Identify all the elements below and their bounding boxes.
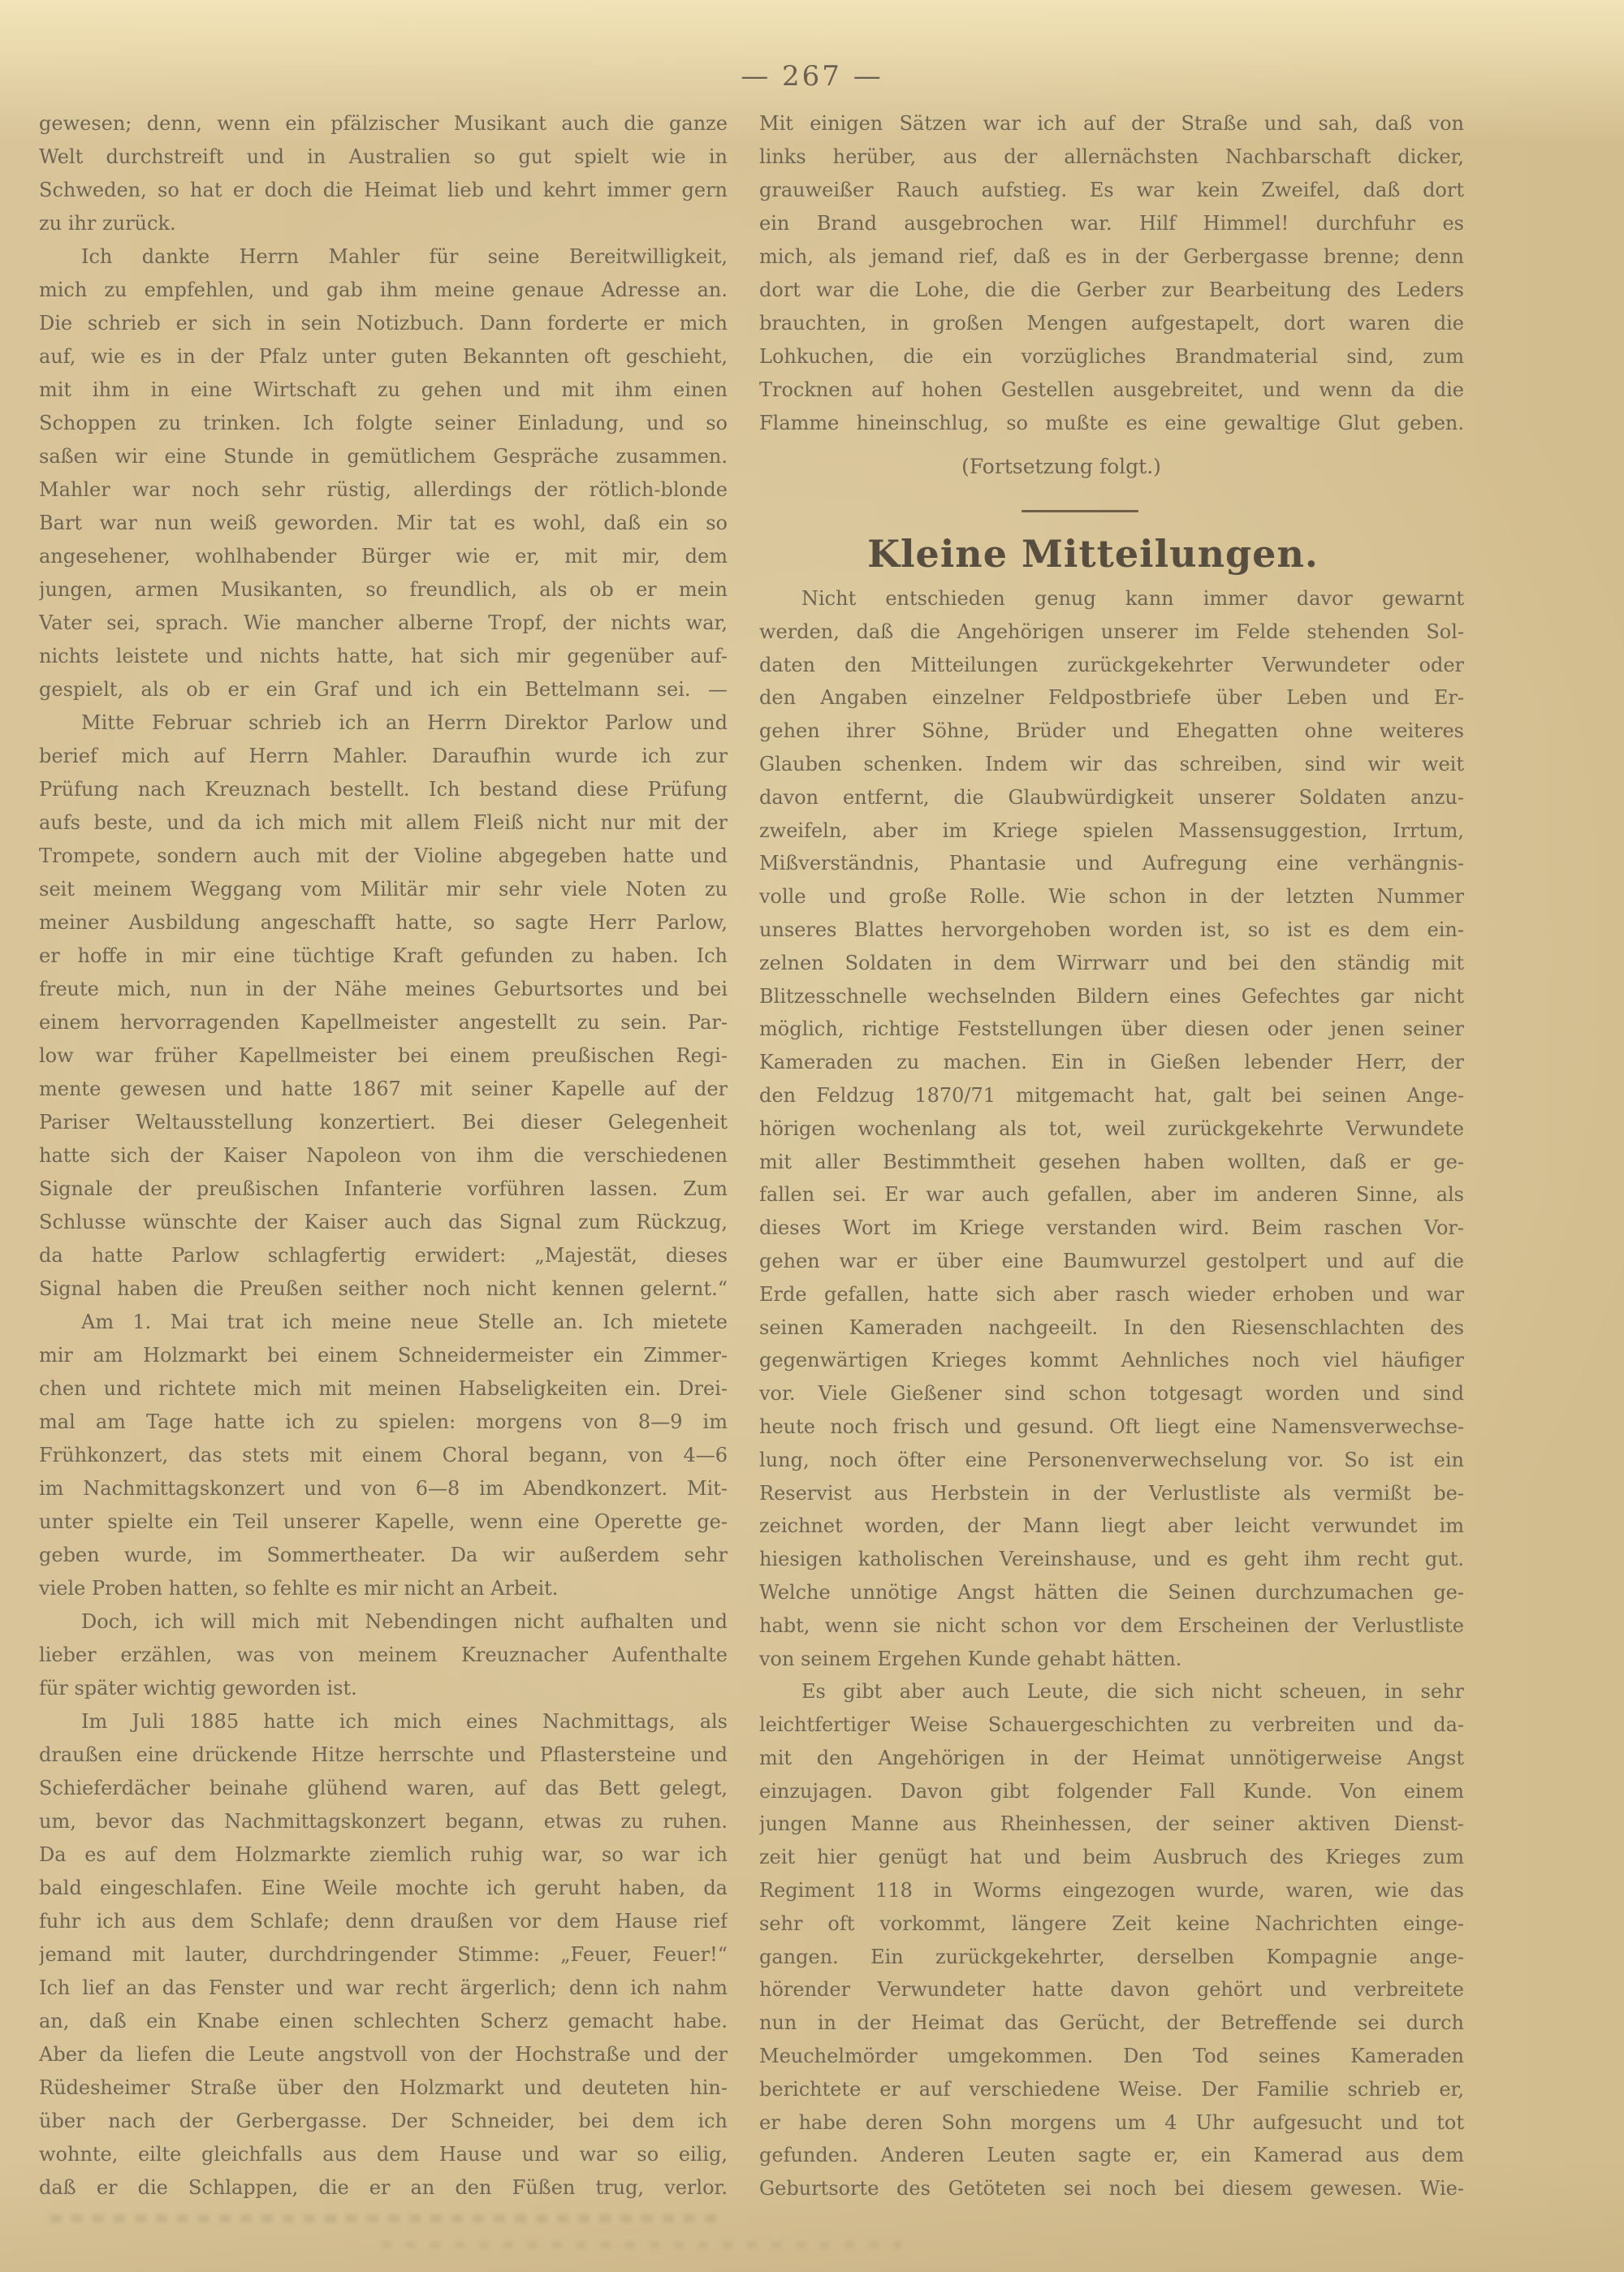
text-line: Nicht entschieden genug kann immer davor gewarnt [801,587,1464,610]
text-line: low war früher Kapellmeister bei einem preußischen Regi- [39,1044,728,1067]
text-line: Signal haben die Preußen seither noch nicht kennen gelernt.“ [39,1277,728,1300]
text-line: Geburtsorte des Getöteten sei noch bei diesem gewesen. Wie- [759,2177,1464,2201]
text-line: nun in der Heimat das Gerücht, der Betreffende sei durch [759,2011,1464,2035]
text-line: wohnte, eilte gleichfalls aus dem Hause und war so eilig, [39,2143,728,2166]
text-line: draußen eine drückende Hitze herrschte und Pflastersteine und [39,1743,728,1766]
text-line: daß er die Schlappen, die er an den Füßen trug, verlor. [39,2176,728,2199]
text-line: grauweißer Rauch aufstieg. Es war kein Zweifel, daß dort [759,179,1464,201]
text-line: nichts leistete und nichts hatte, hat sich mir gegenüber auf- [39,645,728,667]
text-line: Flamme hineinschlug, so mußte es eine gewaltige Glut geben. [759,412,1464,434]
text-line: Da es auf dem Holzmarkte ziemlich ruhig war, so war ich [39,1843,728,1866]
text-line: Kameraden zu machen. Ein in Gießen lebender Herr, der [759,1051,1464,1074]
text-line: volle und große Rolle. Wie schon in der letzten Nummer [759,885,1464,909]
text-line: Mahler war noch sehr rüstig, allerdings der rötlich-blonde [39,478,728,501]
reverse-side-showthrough [50,2214,724,2222]
text-line: Glauben schenken. Indem wir das schreiben, sind wir weit [759,752,1464,775]
text-line: zeit hier genügt hat und beim Ausbruch des Krieges zum [759,1846,1464,1869]
text-line: Vater sei, sprach. Wie mancher alberne Tropf, der nichts war, [39,611,728,634]
text-line: mente gewesen und hatte 1867 mit seiner Kapelle auf der [39,1078,728,1100]
text-line: Frühkonzert, das stets mit einem Choral begann, von 4—6 [39,1444,728,1466]
text-line: Schweden, so hat er doch die Heimat lieb und kehrt immer gern [39,179,728,201]
text-line: hiesigen katholischen Vereinshause, und es geht ihm recht gut. [759,1548,1464,1571]
text-line: um, bevor das Nachmittagskonzert begann, etwas zu ruhen. [39,1810,728,1833]
text-line: links herüber, aus der allernächsten Nachbarschaft dicker, [759,145,1464,168]
text-line: unter spielte ein Teil unserer Kapelle, wenn eine Operette ge- [39,1510,728,1533]
text-line: bald eingeschlafen. Eine Weile mochte ich geruht haben, da [39,1877,728,1899]
text-line: gehen ihrer Söhne, Brüder und Ehegatten ohne weiteres [759,719,1464,743]
right-column [759,107,1464,2205]
text-line: Doch, ich will mich mit Nebendingen nicht aufhalten und [81,1610,728,1633]
section-divider [1021,510,1138,512]
text-line: einzujagen. Davon gibt folgender Fall Kunde. Von einem [759,1779,1464,1803]
text-line: er hoffe in mir eine tüchtige Kraft gefunden zu haben. Ich [39,944,728,967]
text-line: Trocknen auf hohen Gestellen ausgebreitet, und wenn da die [759,378,1464,401]
section-text [759,582,1464,2205]
text-line: mit den Angehörigen in der Heimat unnötigerweise Angst [759,1746,1464,1769]
text-line: daten den Mitteilungen zurückgekehrter Verwundeter oder [759,653,1464,676]
text-line: auf, wie es in der Pfalz unter guten Bekannten oft geschieht, [39,345,728,368]
text-line: von seinem Ergehen Kunde gehabt hätten. [759,1647,1182,1670]
text-line: Bart war nun weiß geworden. Mir tat es wohl, daß ein so [39,512,728,534]
text-line: hörender Verwundeter hatte davon gehört und verbreitete [759,1978,1464,2002]
text-line: mit ihm in eine Wirtschaft zu gehen und mit ihm einen [39,378,728,401]
text-line: davon entfernt, die Glaubwürdigkeit unserer Soldaten anzu- [759,785,1464,809]
text-line: fuhr ich aus dem Schlafe; denn draußen vor dem Hause rief [39,1910,728,1933]
text-line: über nach der Gerbergasse. Der Schneider, bei dem ich [39,2110,728,2132]
text-line: gefunden. Anderen Leuten sagte er, ein Kamerad aus dem [759,2144,1464,2167]
text-line: aufs beste, und da ich mich mit allem Fleiß nicht nur mit der [39,811,728,834]
text-line: Mitte Februar schrieb ich an Herrn Direktor Parlow und [81,711,728,734]
story-continuation-text [759,107,1464,440]
text-line: mich zu empfehlen, und gab ihm meine genaue Adresse an. [39,279,728,301]
text-line: zelnen Soldaten in dem Wirrwarr und bei den ständig mit [759,951,1464,974]
page-number: — 267 — [741,60,883,93]
text-line: saßen wir eine Stunde in gemütlichem Gespräche zusammen. [39,445,728,468]
text-line: zeichnet worden, der Mann liegt aber leicht verwundet im [759,1514,1464,1538]
text-line: jungen, armen Musikanten, so freundlich, als ob er mein [39,578,728,601]
continuation-note: (Fortsetzung folgt.) [961,455,1161,478]
text-line: mal am Tage hatte ich zu spielen: morgens von 8—9 im [39,1410,728,1433]
text-line: unseres Blattes hervorgehoben worden ist, so ist es dem ein- [759,918,1464,941]
text-line: mit aller Bestimmtheit gesehen haben wollten, daß er ge- [759,1150,1464,1173]
text-line: für später wichtig geworden ist. [39,1677,357,1700]
text-line: Mit einigen Sätzen war ich auf der Straße und sah, daß von [759,112,1464,135]
text-line: den Angaben einzelner Feldpostbriefe über Leben und Er- [759,686,1464,710]
text-line: Ich lief an das Fenster und war recht ärgerlich; denn ich nahm [39,1976,728,1999]
text-line: zweifeln, aber im Kriege spielen Massensuggestion, Irrtum, [759,819,1464,842]
text-line: Schoppen zu trinken. Ich folgte seiner Einladung, und so [39,412,728,434]
text-line: dieses Wort im Kriege verstanden wird. Beim raschen Vor- [759,1216,1464,1240]
text-line: Signale der preußischen Infanterie vorführen lassen. Zum [39,1177,728,1200]
text-line: Aber da liefen die Leute angstvoll von der Hochstraße und der [39,2043,728,2066]
text-line: Es gibt aber auch Leute, die sich nicht scheuen, in sehr [801,1680,1464,1704]
text-line: Welt durchstreift und in Australien so gut spielt wie in [39,145,728,168]
text-line: Am 1. Mai trat ich meine neue Stelle an. Ich mietete [81,1311,728,1333]
text-line: ein Brand ausgebrochen war. Hilf Himmel! durchfuhr es [759,212,1464,235]
text-line: heute noch frisch und gesund. Oft liegt eine Namensverwechse- [759,1415,1464,1438]
text-line: Prüfung nach Kreuznach bestellt. Ich bestand diese Prüfung [39,778,728,801]
text-line: viele Proben hatten, so fehlte es mir nicht an Arbeit. [39,1577,559,1600]
text-line: den Feldzug 1870/71 mitgemacht hat, galt bei seinen Ange- [759,1083,1464,1107]
text-line: Erde gefallen, hatte sich aber rasch wieder erhoben und war [759,1282,1464,1306]
text-line: Die schrieb er sich in sein Notizbuch. Dann forderte er mich [39,312,728,335]
text-line: Schlusse wünschte der Kaiser auch das Signal zum Rückzug, [39,1211,728,1233]
text-line: gespielt, als ob er ein Graf und ich ein Bettelmann sei. — [39,678,728,701]
text-line: Meuchelmörder umgekommen. Den Tod seines Kameraden [759,2045,1464,2068]
text-line: im Nachmittagskonzert und von 6—8 im Abendkonzert. Mit- [39,1477,728,1500]
text-line: gehen war er über eine Baumwurzel gestolpert und auf die [759,1249,1464,1272]
text-line: Lohkuchen, die ein vorzügliches Brandmaterial sind, zum [759,345,1464,368]
text-line: gangen. Ein zurückgekehrter, derselben Kompagnie ange- [759,1945,1464,1968]
text-line: möglich, richtige Feststellungen über diesen oder jenen seiner [759,1017,1464,1041]
text-line: gewesen; denn, wenn ein pfälzischer Musikant auch die ganze [39,112,728,135]
text-line: berief mich auf Herrn Mahler. Daraufhin wurde ich zur [39,745,728,767]
text-line: dort war die Lohe, die die Gerber zur Bearbeitung des Leders [759,279,1464,301]
text-line: werden, daß die Angehörigen unserer im Felde stehenden Sol- [759,620,1464,643]
section-heading: Kleine Mitteilungen. [867,532,1319,576]
text-line: Rüdesheimer Straße über den Holzmarkt und deuteten hin- [39,2076,728,2099]
text-line: Mißverständnis, Phantasie und Aufregung eine verhängnis- [759,852,1464,875]
text-line: Pariser Weltausstellung konzertiert. Bei dieser Gelegenheit [39,1111,728,1134]
text-line: meiner Ausbildung angeschafft hatte, so sagte Herr Parlow, [39,911,728,934]
text-line: Welche unnötige Angst hätten die Seinen durchzumachen ge- [759,1580,1464,1604]
text-line: chen und richtete mich mit meinen Habseligkeiten ein. Drei- [39,1377,728,1400]
text-line: Ich dankte Herrn Mahler für seine Bereitwilligkeit, [81,245,728,268]
text-line: an, daß ein Knabe einen schlechten Scherz gemacht habe. [39,2010,728,2032]
text-line: berichtete er auf verschiedene Weise. Der Familie schrieb er, [759,2077,1464,2101]
text-line: hatte sich der Kaiser Napoleon von ihm die verschiedenen [39,1144,728,1167]
text-line: Blitzesschnelle wechselnden Bildern eines Gefechtes gar nicht [759,984,1464,1008]
text-line: jungen Manne aus Rheinhessen, der seiner aktiven Dienst- [759,1812,1464,1836]
text-line: sehr oft vorkommt, längere Zeit keine Nachrichten einge- [759,1911,1464,1935]
text-line: Trompete, sondern auch mit der Violine abgegeben hatte und [39,844,728,867]
text-line: Regiment 118 in Worms eingezogen wurde, waren, wie das [759,1879,1464,1903]
left-column [39,107,728,2205]
text-line: seinen Kameraden nachgeeilt. In den Riesenschlachten des [759,1315,1464,1339]
text-line: mir am Holzmarkt bei einem Schneidermeister ein Zimmer- [39,1344,728,1367]
text-line: jemand mit lauter, durchdringender Stimme: „Feuer, Feuer!“ [39,1943,728,1966]
text-line: habt, wenn sie nicht schon vor dem Erscheinen der Verlustliste [759,1613,1464,1637]
text-line: hörigen wochenlang als tot, weil zurückgekehrte Verwundete [759,1117,1464,1140]
text-line: gegenwärtigen Krieges kommt Aehnliches noch viel häufiger [759,1349,1464,1372]
text-line: zu ihr zurück. [39,212,176,235]
text-line: leichtfertiger Weise Schauergeschichten zu verbreiten und da- [759,1713,1464,1737]
text-line: brauchten, in großen Mengen aufgestapelt, dort waren die [759,312,1464,335]
text-line: lieber erzählen, was von meinem Kreuznacher Aufenthalte [39,1644,728,1666]
text-line: freute mich, nun in der Nähe meines Geburtsortes und bei [39,978,728,1000]
text-line: geben wurde, im Sommertheater. Da wir außerdem sehr [39,1544,728,1566]
text-line: seit meinem Weggang vom Militär mir sehr viele Noten zu [39,878,728,901]
text-line: er habe deren Sohn morgens um 4 Uhr aufgesucht und tot [759,2110,1464,2134]
text-line: angesehener, wohlhabender Bürger wie er, mit mir, dem [39,545,728,568]
text-line: einem hervorragenden Kapellmeister angestellt zu sein. Par- [39,1011,728,1034]
text-line: da hatte Parlow schlagfertig erwidert: „Majestät, dieses [39,1244,728,1267]
text-line: vor. Viele Gießener sind schon totgesagt worden und sind [759,1382,1464,1406]
text-line: lung, noch öfter eine Personenverwechselung vor. So ist ein [759,1448,1464,1471]
text-line: mich, als jemand rief, daß es in der Gerbergasse brenne; denn [759,245,1464,268]
text-line: Schieferdächer beinahe glühend waren, auf das Bett gelegt, [39,1777,728,1799]
text-line: Reservist aus Herbstein in der Verlustliste als vermißt be- [759,1481,1464,1505]
text-line: fallen sei. Er war auch gefallen, aber im anderen Sinne, als [759,1183,1464,1207]
text-line: Im Juli 1885 hatte ich mich eines Nachmittags, als [81,1710,728,1733]
reverse-side-showthrough [382,2241,901,2248]
